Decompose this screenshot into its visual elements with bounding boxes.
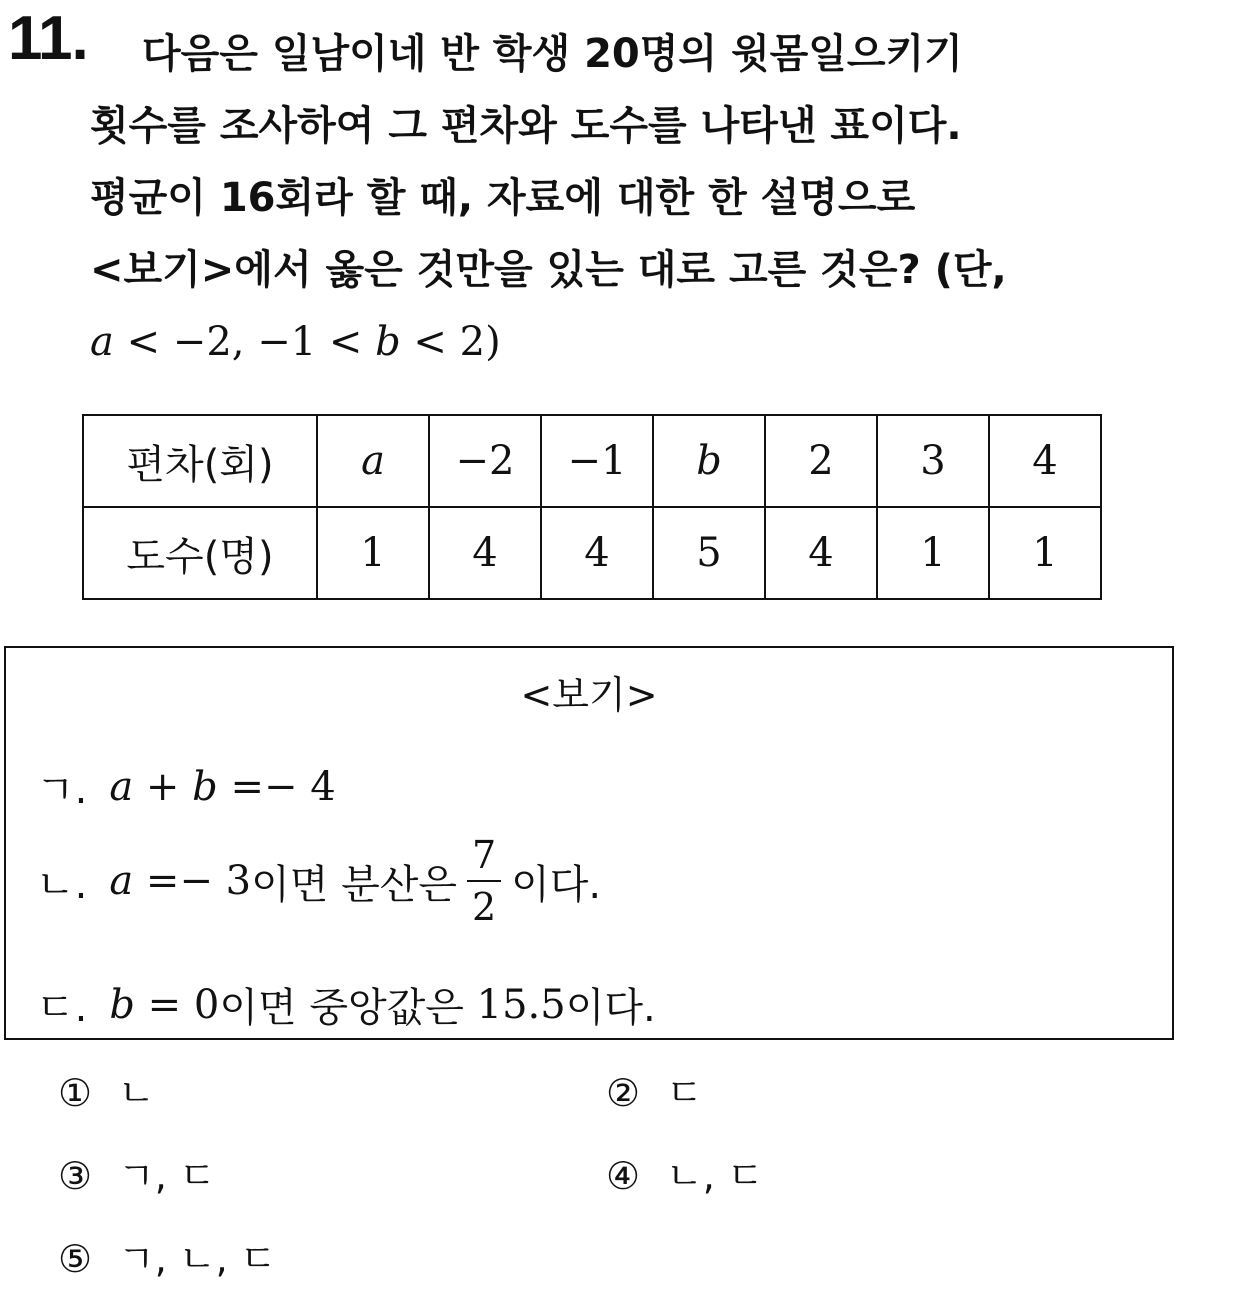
table-cell: 4 [765, 507, 877, 599]
bogi-mark: ㄷ. [36, 985, 88, 1031]
row-header-deviation: 편차(회) [83, 415, 317, 507]
table-cell: a [317, 415, 429, 507]
var-b: b [192, 763, 218, 810]
table-cell: 4 [989, 415, 1101, 507]
question-number: 11. [8, 4, 88, 73]
table-cell: 1 [877, 507, 989, 599]
stem-line-2: 횟수를 조사하여 그 편차와 도수를 나타낸 표이다. [90, 103, 962, 149]
choice-text: ㄴ, ㄷ [666, 1154, 764, 1198]
frequency-table [82, 414, 1102, 600]
choice-3[interactable] [58, 1145, 216, 1200]
table-cell: 3 [877, 415, 989, 507]
table-cell: 2 [765, 415, 877, 507]
choice-5[interactable] [58, 1228, 277, 1283]
table-cell: 1 [989, 507, 1101, 599]
choice-text: ㄴ [118, 1071, 155, 1115]
stem-condition [90, 306, 1210, 378]
row-header-frequency: 도수(명) [83, 507, 317, 599]
choice-4[interactable] [606, 1145, 764, 1200]
bogi-box [4, 646, 1174, 1040]
bogi-item-1 [36, 758, 336, 815]
bogi-mark: ㄴ. [36, 861, 88, 908]
equation-eq: = 0 [134, 981, 220, 1028]
var-a: a [109, 858, 134, 904]
choice-number: ⑤ [58, 1237, 93, 1281]
choice-text: ㄱ, ㄴ, ㄷ [118, 1237, 277, 1281]
var-a: a [109, 763, 134, 810]
var-b: b [109, 981, 135, 1028]
bogi-text-end: 이다. [565, 985, 656, 1031]
fraction-bar [467, 880, 501, 882]
table-row-deviation [83, 415, 1101, 507]
bogi-mark: ㄱ. [36, 767, 88, 813]
choice-number: ③ [58, 1154, 93, 1198]
fraction-seven-halves [467, 833, 501, 929]
cond-end: < 2) [400, 319, 501, 365]
equation-rest: =− 4 [217, 763, 336, 810]
bogi-text: 이면 분산은 [251, 861, 458, 908]
fraction-denominator: 2 [471, 885, 497, 929]
table-row-frequency [83, 507, 1101, 599]
median-value: 15.5 [476, 981, 566, 1028]
stem-line-3: 평균이 16회라 할 때, 자료에 대한 한 설명으로 [90, 175, 916, 221]
table-cell: b [653, 415, 765, 507]
choice-number: ① [58, 1071, 93, 1115]
equation-eq: =− 3 [133, 858, 252, 904]
plus-sign: + [133, 763, 193, 810]
table-cell: 4 [429, 507, 541, 599]
choice-1[interactable] [58, 1062, 155, 1117]
table-cell: 5 [653, 507, 765, 599]
choice-number: ④ [606, 1154, 641, 1198]
bogi-text-end: 이다. [511, 861, 602, 908]
choice-text: ㄷ [666, 1071, 703, 1115]
choice-number: ② [606, 1071, 641, 1115]
bogi-item-3 [36, 976, 656, 1033]
table-cell: −1 [541, 415, 653, 507]
choice-text: ㄱ, ㄷ [118, 1154, 216, 1198]
stem-line-4: <보기>에서 옳은 것만을 있는 대로 고른 것은? (단, [90, 247, 1007, 293]
bogi-text: 이면 중앙값은 [219, 985, 477, 1031]
bogi-title: <보기> [520, 673, 658, 717]
choice-2[interactable] [606, 1062, 703, 1117]
stem-line-1: 다음은 일남이네 반 학생 20명의 윗몸일으키기 [142, 31, 963, 77]
table-cell: −2 [429, 415, 541, 507]
cond-var-b: b [375, 319, 401, 365]
question-stem [90, 18, 1210, 378]
table-cell: 4 [541, 507, 653, 599]
cond-var-a: a [90, 319, 114, 365]
bogi-item-2 [36, 833, 602, 929]
fraction-numerator: 7 [471, 833, 497, 877]
table-cell: 1 [317, 507, 429, 599]
cond-mid: < −2, −1 < [113, 319, 376, 365]
